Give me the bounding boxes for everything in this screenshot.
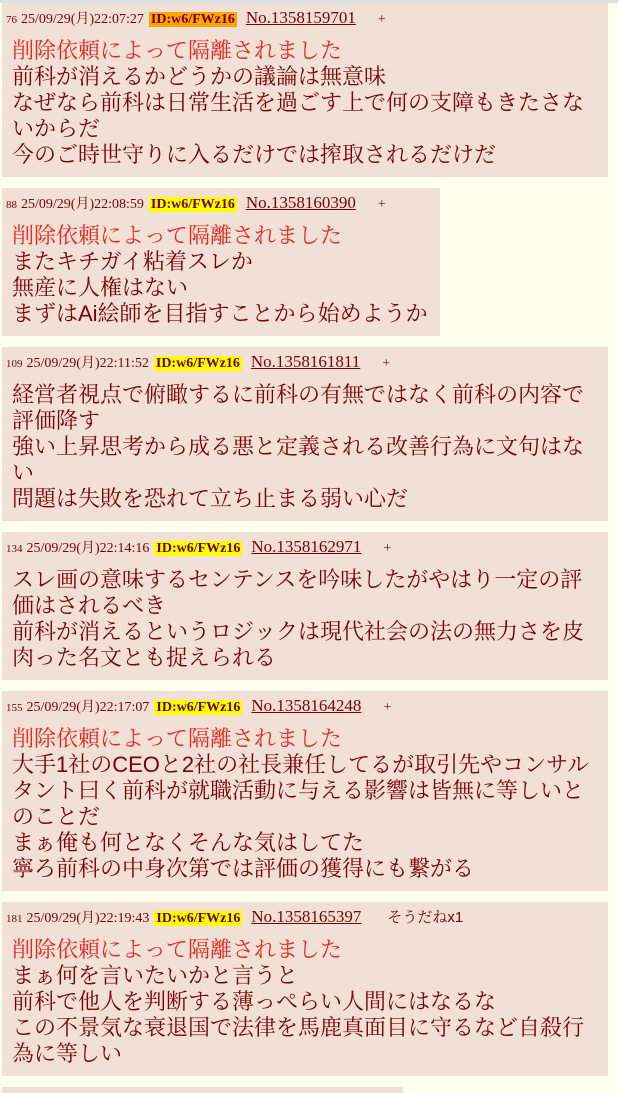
poster-id-badge[interactable]: ID:w6/FWz16 <box>150 197 235 212</box>
post-number-link[interactable]: No.1358159701 <box>245 8 356 27</box>
post-body <box>12 726 596 882</box>
post-datetime: 25/09/29(月)22:07:27 <box>21 12 144 27</box>
post-header <box>5 905 596 930</box>
post-box <box>2 3 608 177</box>
post-number-link[interactable]: No.1358162971 <box>251 537 362 556</box>
post-box <box>2 188 440 336</box>
post-number-link[interactable]: No.1358160390 <box>245 193 356 212</box>
post-header <box>5 6 596 31</box>
post-body-line: 経営者視点で俯瞰するに前科の有無ではなく前科の内容で評価降す <box>12 382 585 433</box>
post-datetime: 25/09/29(月)22:19:43 <box>26 911 150 926</box>
post-datetime: 25/09/29(月)22:11:52 <box>26 356 149 371</box>
post-body-line: まぁ俺も何となくそんな気はしてた <box>12 830 365 855</box>
post-counter: 134 <box>6 543 23 555</box>
deleted-notice: 削除依頼によって隔離されました <box>12 38 343 63</box>
post-body <box>12 567 596 671</box>
post-body-line: まぁ何を言いたいかと言うと <box>12 963 299 988</box>
post-counter: 88 <box>6 199 17 211</box>
post-body-lines <box>12 567 596 671</box>
deleted-notice: 削除依頼によって隔離されました <box>12 223 343 248</box>
post-body-line: まずはAi絵師を目指すことから始めようか <box>12 301 428 326</box>
post-body-line: 前科が消えるというロジックは現代社会の法の無力さを皮肉った名文とも捉えられる <box>12 619 585 670</box>
poster-id-badge[interactable]: ID:w6/FWz16 <box>156 541 241 556</box>
post-body-line: スレ画の意味するセンテンスを吟味したがやはり一定の評価はされるべき <box>12 567 583 618</box>
post-box <box>2 902 608 1076</box>
post-box <box>2 347 608 521</box>
post-body-line: 大手1社のCEOと2社の社長兼任してるが取引先やコンサルタント曰く前科が就職活動に与える影響は皆無に等しいとのことだ <box>12 752 590 829</box>
post-body-line: 寧ろ前科の中身次第では評価の獲得にも繋がる <box>12 856 475 881</box>
post-body-line: この不景気な衰退国で法律を馬鹿真面目に守るなど自殺行為に等しい <box>12 1015 585 1066</box>
post-number-link[interactable]: No.1358165397 <box>251 907 362 926</box>
sodane-plus-button[interactable]: + <box>377 12 386 27</box>
post-body-lines <box>12 963 596 1067</box>
post-counter: 155 <box>6 702 23 714</box>
post-body-lines <box>12 382 596 512</box>
post-body-lines <box>12 752 596 882</box>
post-body-line: またキチガイ粘着スレか <box>12 249 253 274</box>
post-body-line: 前科が消えるかどうかの議論は無意味 <box>12 64 387 89</box>
post-header <box>5 694 596 719</box>
post-body-line: 前科で他人を判断する薄っぺらい人間にはなるな <box>12 989 497 1014</box>
post-counter: 76 <box>6 14 17 26</box>
post-body-lines <box>12 64 596 168</box>
post-number-link[interactable]: No.1358161811 <box>250 352 361 371</box>
post-body-lines <box>12 249 428 327</box>
sodane-plus-button[interactable]: + <box>383 541 392 556</box>
sodane-count[interactable]: そうだねx1 <box>387 909 464 926</box>
post-header <box>5 350 596 375</box>
thread-post-list <box>0 3 618 1076</box>
sodane-plus-button[interactable]: + <box>383 700 392 715</box>
deleted-notice: 削除依頼によって隔離されました <box>12 937 343 962</box>
post-body <box>12 937 596 1067</box>
post-counter: 181 <box>6 913 23 925</box>
poster-id-badge[interactable]: ID:w6/FWz16 <box>156 911 241 926</box>
poster-id-badge[interactable]: ID:w6/FWz16 <box>156 700 241 715</box>
post-body <box>12 382 596 512</box>
post-counter: 109 <box>6 358 23 370</box>
post-header <box>5 535 596 560</box>
post-datetime: 25/09/29(月)22:17:07 <box>26 700 150 715</box>
sodane-plus-button[interactable]: + <box>382 356 391 371</box>
post-body <box>12 38 596 168</box>
post-body-line: 今のご時世守りに入るだけでは搾取されるだけだ <box>12 142 497 167</box>
sodane-plus-button[interactable]: + <box>377 197 386 212</box>
post-box <box>2 532 608 680</box>
post-datetime: 25/09/29(月)22:14:16 <box>26 541 150 556</box>
post-number-link[interactable]: No.1358164248 <box>251 696 362 715</box>
deleted-notice: 削除依頼によって隔離されました <box>12 726 343 751</box>
post-body-line: 問題は失敗を恐れて立ち止まる弱い心だ <box>12 486 409 511</box>
post-datetime: 25/09/29(月)22:08:59 <box>21 197 144 212</box>
post-body-line: 無産に人権はない <box>12 275 189 300</box>
post-box <box>2 691 608 891</box>
post-body-line: 強い上昇思考から成る悪と定義される改善行為に文句はない <box>12 434 585 485</box>
post-body <box>12 223 428 327</box>
poster-id-badge[interactable]: ID:w6/FWz16 <box>155 356 240 371</box>
post-header <box>5 191 428 216</box>
post-body-line: なぜなら前科は日常生活を過ごす上で何の支障もきたさないからだ <box>12 90 585 141</box>
partial-next-post-box <box>2 1087 403 1093</box>
poster-id-badge[interactable]: ID:w6/FWz16 <box>150 12 235 27</box>
